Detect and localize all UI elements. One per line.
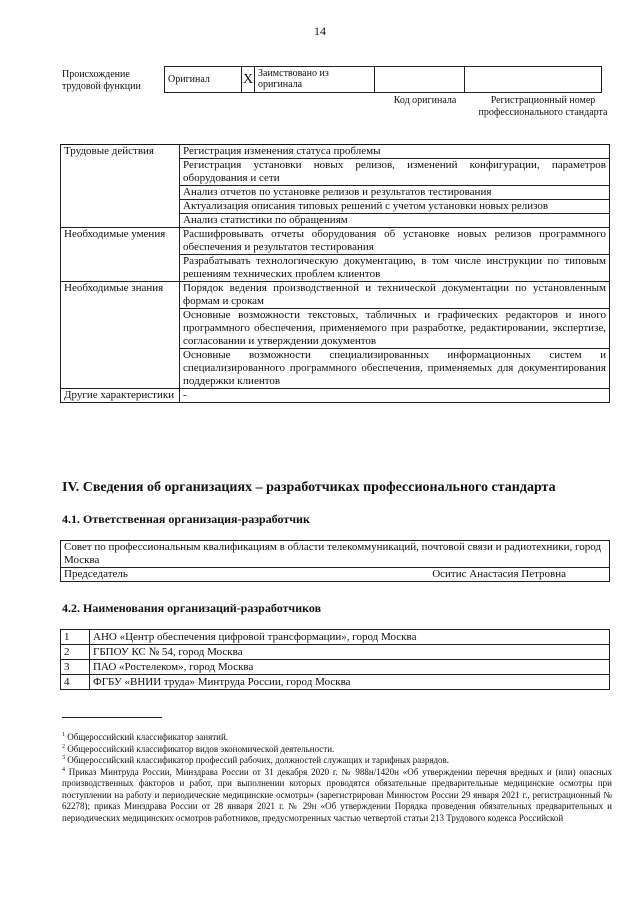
footnote-number: 1 — [62, 732, 65, 738]
table-row — [61, 389, 610, 403]
footnote-text: Приказ Минтруда России, Минздрава России от 31 декабря 2020 г. № 988н/1420н «Об утверждении перечня вредных и (или) опасных производственных факторов и работ, при выполнении которых проводятся обязательные предварительные медицинские осмотры при поступлении на работу и периодические медицинские осмотры» (зарегистрирован Минюстом России 29 января 2021 г., регистрационный № 62278); приказ Минздрава России от 28 января 2021 г. № 29н «Об утверждении Порядка проведения обязательных предварительных и периодических медицинских осмотров работников, предусмотренных частью четвертой статьи 213 Трудового кодекса Российской — [62, 766, 612, 823]
dev-name: ГБПОУ КС № 54, город Москва — [90, 645, 610, 660]
footnote-number: 2 — [62, 743, 65, 750]
table-row — [61, 630, 610, 645]
footnotes — [62, 732, 612, 824]
footnote-separator — [62, 717, 162, 718]
row-text: Регистрация установки новых релизов, изменений конфигурации, параметров оборудования и сети — [180, 159, 610, 186]
developers-table — [60, 629, 610, 690]
dev-name: АНО «Центр обеспечения цифровой трансформации», город Москва — [90, 630, 610, 645]
table-row — [61, 568, 610, 582]
row-text: Анализ статистики по обращениям — [180, 214, 610, 228]
footnote-number: 3 — [62, 755, 65, 761]
footnote-number: 4 — [62, 766, 65, 773]
row-text: Основные возможности специализированных информационных систем и специализированного программного обеспечения, применяемых для документирования поддержки клиентов — [180, 349, 610, 389]
origin-label — [62, 69, 142, 93]
origin-label-text: Происхождение трудовой функции — [62, 69, 141, 92]
subsection-responsible: 4.1. Ответственная организация-разработчик — [62, 512, 310, 526]
row-label: Другие характеристики — [61, 389, 180, 403]
origin-code-cell — [375, 67, 465, 93]
origin-mark: X — [242, 67, 255, 93]
table-row — [61, 675, 610, 690]
origin-original-cell: Оригинал — [165, 67, 242, 93]
footnote-text: Общероссийский классификатор занятий. — [67, 732, 229, 742]
dev-number: 2 — [61, 645, 90, 660]
footnote-text: Общероссийский классификатор профессий рабочих, должностей служащих и тарифных разрядов. — [67, 755, 450, 765]
chair-cell — [61, 568, 610, 582]
origin-borrowed-cell: Заимствовано из оригинала — [255, 67, 375, 93]
table-row — [61, 645, 610, 660]
origin-reg-cell — [465, 67, 602, 93]
dev-number: 4 — [61, 675, 90, 690]
table-row — [61, 660, 610, 675]
chair-label: Председатель — [64, 568, 128, 580]
responsible-org: Совет по профессиональным квалификациям в области телекоммуникаций, почтовой связи и радиотехники, город Москва — [61, 541, 610, 568]
row-text: Актуализация описания типовых решений с учетом установки новых релизов — [180, 200, 610, 214]
dev-number: 1 — [61, 630, 90, 645]
footnote — [62, 732, 612, 744]
table-row — [61, 541, 610, 568]
code-caption: Код оригинала — [393, 95, 457, 106]
row-text: Расшифровывать отчеты оборудования об установке новых релизов программного обеспечения и результатов тестирования — [180, 228, 610, 255]
subsection-developers: 4.2. Наименования организаций-разработчиков — [62, 601, 322, 615]
page-number: 14 — [314, 24, 326, 38]
dev-number: 3 — [61, 660, 90, 675]
origin-table — [164, 66, 602, 93]
function-table — [60, 144, 610, 403]
row-text: Регистрация изменения статуса проблемы — [180, 145, 610, 159]
dev-name: ФГБУ «ВНИИ труда» Минтруда России, город Москва — [90, 675, 610, 690]
table-row — [61, 228, 610, 255]
chair-line — [64, 568, 606, 581]
row-text: Основные возможности текстовых, табличных и графических редакторов и иного программного обеспечения, применяемого при разработке, редактировании, экспертизе, согласовании и утверждении документов — [180, 309, 610, 349]
row-text: Порядок ведения производственной и технической документации по установленным формам и срокам — [180, 282, 610, 309]
table-row — [61, 145, 610, 159]
row-label: Трудовые действия — [61, 145, 180, 228]
table-row — [61, 282, 610, 309]
footnote-text: Общероссийский классификатор видов экономической деятельности. — [67, 743, 335, 754]
footnote — [62, 767, 612, 825]
footnote — [62, 744, 612, 756]
row-text: Анализ отчетов по установке релизов и результатов тестирования — [180, 186, 610, 200]
dev-name: ПАО «Ростелеком», город Москва — [90, 660, 610, 675]
row-text: - — [180, 389, 610, 403]
chair-name: Оситис Анастасия Петровна — [432, 568, 566, 580]
row-label: Необходимые знания — [61, 282, 180, 389]
reg-number-caption: Регистрационный номер профессионального стандарта — [478, 95, 608, 118]
row-text: Разрабатывать технологическую документацию, в том числе инструкции по типовым решениям технических проблем клиентов — [180, 255, 610, 282]
section-title: IV. Сведения об организациях – разработчиках профессионального стандарта — [62, 480, 556, 495]
responsible-org-table — [60, 540, 610, 582]
row-label: Необходимые умения — [61, 228, 180, 282]
footnote — [62, 755, 612, 767]
